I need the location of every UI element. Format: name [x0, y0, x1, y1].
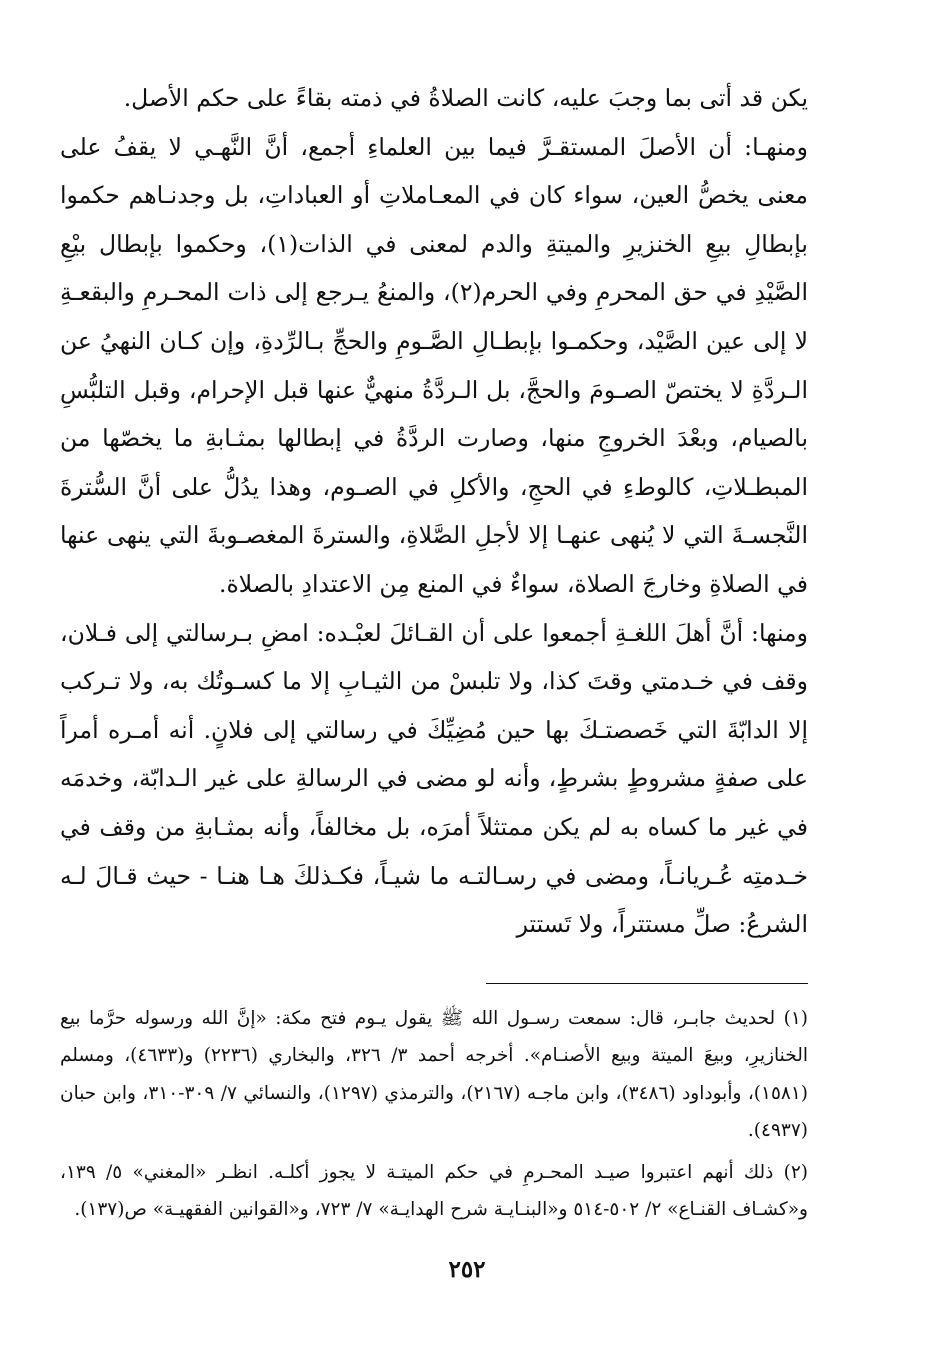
- footnote-1: (١) لحديث جابـر، قال: سمعت رسـول الله ﷺ يقول يـوم فتح مكة: «إنَّ الله ورسوله حرَّما بيع الخنازيرِ، وبيعَ الميتة وبيع الأصنـام». أخرجه أحمد ٣/ ٣٢٦، والبخاري (٢٢٣٦) و(٤٦٣٣)، ومسلم (١٥٨١)، وأبوداود (٣٤٨٦)، وابن ماجـه (٢١٦٧)، والترمذي (١٢٩٧)، والنسائي ٧/ ٣٠٩-٣١٠، وابن حبان (٤٩٣٧).: [60, 1007, 808, 1142]
- paragraph-1: يكن قد أتى بما وجبَ عليه، كانت الصلاةُ في ذمته بقاءً على حكم الأصل.: [123, 84, 808, 112]
- page-content: [60, 74, 808, 1229]
- footnote-separator: [486, 983, 808, 984]
- footnotes: [60, 1000, 808, 1229]
- footnote-2: (٢) ذلك أنهم اعتبروا صيـد المحـرمِ في حكم الميتـة لا يجوز أكلـه. انظـر «المغني» ٥/ ١٣٩، و«كشـاف القنـاع» ٢/ ٥٠٢-٥١٤ و«البنـايـة شرح الهدايـة» ٧/ ٧٢٣، و«القوانين الفقهيـة» ص(١٣٧).: [60, 1161, 808, 1221]
- paragraph-2: ومنهـا: أن الأصلَ المستقـرَّ فيما بين العلماءِ أجمع، أنَّ النَّهـي لا يقفُ على معنى يخصُّ العين، سواء كان في المعـاملاتِ أو العباداتِ، بل وجدنـاهم حكموا بإبطالِ بيعِ الخنزيرِ والميتةِ والدم لمعنى في الذات(١)، وحكموا بإبطال بيْعِ الصَّيْدِ في حق المحرمِ وفي الحرم(٢)، والمنعُ يـرجع إلى ذات المحـرمِ والبقعـةِ لا إلى عين الصَّيْد، وحكمـوا بإبطـالِ الصَّـومِ والحجِّ بـالرِّدةِ، وإن كـان النهيُ عن الـردَّةِ لا يختصّ الصـومَ والحجَّ، بل الـردَّةُ منهيٌّ عنها قبل الإحرام، وقبل التلبُّسِ بالصيام، وبعْدَ الخروجِ منها، وصارت الردَّةُ في إبطالها بمثـابةِ ما يخصّها من المبطـلاتِ، كالوطءِ في الحجِ، والأكلِ في الصـوم، وهذا يدُلُّ على أنَّ السُّترةَ النَّجسـةَ التي لا يُنهى عنهـا إلا لأجلِ الصَّلاةِ، والسترةَ المغصـوبةَ التي ينهى عنها في الصلاةِ وخارجَ الصلاة، سواءٌ في المنع مِن الاعتدادِ بالصلاة.: [60, 132, 808, 598]
- main-text: [60, 74, 808, 949]
- paragraph-3: ومنها: أنَّ أهلَ اللغـةِ أجمعوا على أن القـائلَ لعبْـده: امضِ بـرسالتي إلى فـلان، وقف في خـدمتي وقتَ كذا، ولا تلبسْ من الثيـابِ إلا ما كسـوتُك به، ولا تـركب إلا الدابّةَ التي خَصصتـكَ بها حين مُضِيِّكَ في رسالتي إلى فلانٍ. أنه أمـره أمراً على صفةٍ مشروطٍ بشرطٍ، وأنه لو مضى في الرسالةِ على غير الـدابّة، وخدمَه في غير ما كساه به لم يكن ممتثلاً أمرَه، بل مخالفاً، وأنه بمثـابةِ من وقف في خـدمتِه عُـريانـاً، ومضى في رسـالتـه ما شيـاً، فكـذلكَ هـا هنـا - حيث قـالَ لـه الشرعُ: صلِّ مستتراً، ولا تَستتر: [60, 618, 808, 939]
- page-number: ٢٥٢: [448, 1256, 486, 1283]
